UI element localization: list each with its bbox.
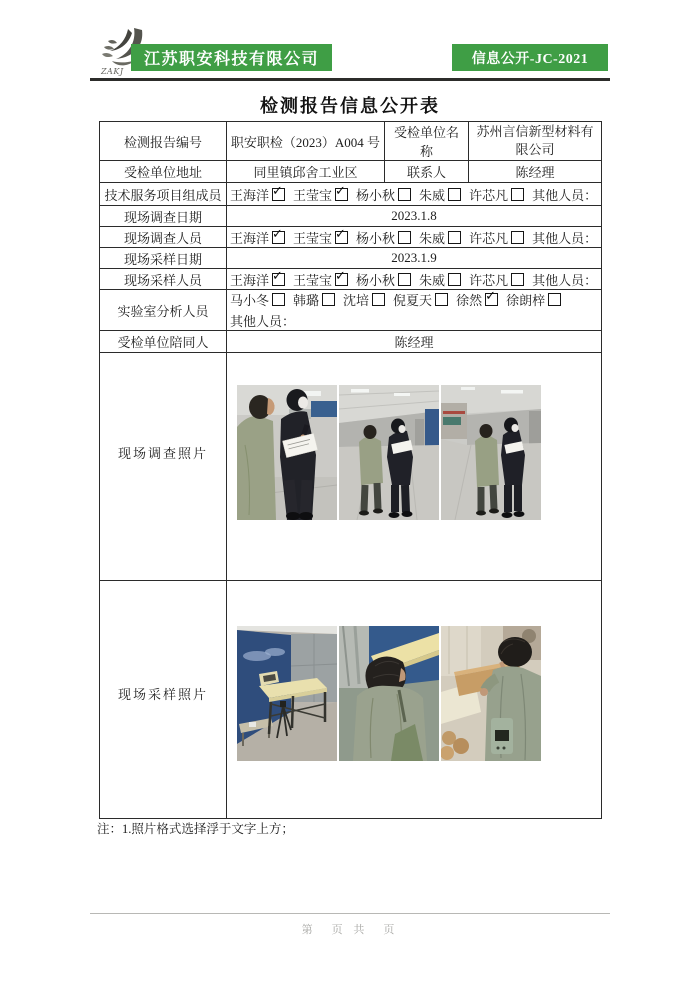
person-entry xyxy=(230,231,285,246)
person-entry xyxy=(230,273,285,288)
empty-checkbox xyxy=(372,293,385,306)
person-name: 许芯凡 xyxy=(469,230,509,246)
person-name: 杨小秋 xyxy=(356,187,396,203)
checked-checkbox xyxy=(335,188,348,201)
table-row xyxy=(100,122,602,161)
table-row xyxy=(100,269,602,290)
empty-checkbox xyxy=(511,188,524,201)
empty-checkbox xyxy=(511,231,524,244)
company-name: 江苏职安科技有限公司 xyxy=(144,51,320,68)
person-name: 许芯凡 xyxy=(469,187,509,203)
empty-checkbox xyxy=(448,231,461,244)
value-sampling-date: 2023.1.9 xyxy=(227,248,602,269)
person-entry xyxy=(419,188,461,203)
person-name: 杨小秋 xyxy=(356,230,396,246)
person-name: 杨小秋 xyxy=(356,272,396,288)
cell-lab-staff xyxy=(227,290,602,331)
table-row xyxy=(100,206,602,227)
value-report-number: 职安职检（2023）A004 号 xyxy=(227,122,385,161)
empty-checkbox xyxy=(322,293,335,306)
label-survey-staff: 现场调查人员 xyxy=(100,227,227,248)
person-entry xyxy=(456,293,498,308)
table-row xyxy=(100,248,602,269)
table-row xyxy=(100,183,602,206)
checked-checkbox xyxy=(272,273,285,286)
checked-checkbox xyxy=(272,231,285,244)
table-row xyxy=(100,227,602,248)
empty-checkbox xyxy=(548,293,561,306)
person-entry xyxy=(469,273,524,288)
note-text: 注：1.照片格式选择浮于文字上方； xyxy=(97,822,294,836)
person-entry xyxy=(293,293,335,308)
other-personnel-label: 其他人员： xyxy=(230,314,296,329)
empty-checkbox xyxy=(398,188,411,201)
logo-text: ZAKJ xyxy=(101,67,124,76)
person-entry xyxy=(356,231,411,246)
sampling-photo-2 xyxy=(339,626,439,761)
label-contact: 联系人 xyxy=(385,161,469,183)
value-unit-address: 同里镇邱舍工业区 xyxy=(227,161,385,183)
person-name: 倪夏天 xyxy=(393,293,433,308)
checked-checkbox xyxy=(335,273,348,286)
empty-checkbox xyxy=(448,273,461,286)
table-row xyxy=(100,290,602,331)
person-name: 王莹宝 xyxy=(293,187,333,203)
other-personnel-label: 其他人员： xyxy=(532,272,598,288)
label-unit-name: 受检单位名称 xyxy=(385,122,469,161)
value-contact: 陈经理 xyxy=(469,161,602,183)
person-entry xyxy=(469,231,524,246)
cell-sampling-photos xyxy=(227,581,602,819)
empty-checkbox xyxy=(435,293,448,306)
person-entry xyxy=(356,273,411,288)
cell-tech-members xyxy=(227,183,602,206)
value-unit-name: 苏州言信新型材料有限公司 xyxy=(469,122,602,161)
value-survey-date: 2023.1.8 xyxy=(227,206,602,227)
cell-survey-staff xyxy=(227,227,602,248)
sampling-photo-3 xyxy=(441,626,541,761)
label-sampling-photos: 现场采样照片 xyxy=(100,581,227,819)
other-personnel-label: 其他人员： xyxy=(532,230,598,246)
person-name: 王海洋 xyxy=(230,230,270,246)
doc-code: 信息公开-JC-2021 xyxy=(471,51,589,67)
doc-code-band xyxy=(452,44,608,71)
report-table xyxy=(99,121,602,819)
person-name: 沈培 xyxy=(343,293,370,308)
label-sampling-staff: 现场采样人员 xyxy=(100,269,227,290)
label-unit-address: 受检单位地址 xyxy=(100,161,227,183)
person-name: 韩璐 xyxy=(293,293,320,308)
company-name-band xyxy=(131,44,332,71)
empty-checkbox xyxy=(272,293,285,306)
empty-checkbox xyxy=(398,273,411,286)
sampling-photo-1 xyxy=(237,626,337,761)
person-entry xyxy=(230,293,285,308)
table-row xyxy=(100,353,602,581)
label-report-number: 检测报告编号 xyxy=(100,122,227,161)
person-name: 王海洋 xyxy=(230,187,270,203)
person-name: 朱威 xyxy=(419,272,446,288)
footer-rule xyxy=(90,913,610,914)
survey-photo-2 xyxy=(339,385,439,520)
person-name: 徐然 xyxy=(456,293,483,308)
person-entry xyxy=(356,188,411,203)
person-entry xyxy=(343,293,385,308)
page-number-footer: 第 页 共 页 xyxy=(301,924,399,936)
person-name: 王莹宝 xyxy=(293,230,333,246)
person-name: 徐朗梓 xyxy=(506,293,546,308)
label-survey-date: 现场调查日期 xyxy=(100,206,227,227)
person-entry xyxy=(293,231,348,246)
label-sampling-date: 现场采样日期 xyxy=(100,248,227,269)
label-tech-members: 技术服务项目组成员 xyxy=(100,183,227,206)
person-entry xyxy=(293,188,348,203)
survey-photo-3 xyxy=(441,385,541,520)
person-name: 王海洋 xyxy=(230,272,270,288)
person-name: 马小冬 xyxy=(230,293,270,308)
sampling-photo-strip xyxy=(237,626,598,761)
person-entry xyxy=(230,188,285,203)
label-survey-photos: 现场调查照片 xyxy=(100,353,227,581)
person-name: 王莹宝 xyxy=(293,272,333,288)
value-escort: 陈经理 xyxy=(227,331,602,353)
empty-checkbox xyxy=(511,273,524,286)
person-entry xyxy=(419,273,461,288)
person-entry xyxy=(419,231,461,246)
header-rule xyxy=(90,78,610,81)
table-row xyxy=(100,331,602,353)
person-name: 朱威 xyxy=(419,187,446,203)
table-row xyxy=(100,161,602,183)
person-entry xyxy=(469,188,524,203)
checked-checkbox xyxy=(485,293,498,306)
other-personnel-label: 其他人员： xyxy=(532,187,598,203)
person-entry xyxy=(393,293,448,308)
cell-sampling-staff xyxy=(227,269,602,290)
person-entry xyxy=(506,293,561,308)
checked-checkbox xyxy=(335,231,348,244)
label-escort: 受检单位陪同人 xyxy=(100,331,227,353)
empty-checkbox xyxy=(448,188,461,201)
person-name: 朱威 xyxy=(419,230,446,246)
cell-survey-photos xyxy=(227,353,602,581)
table-row xyxy=(100,581,602,819)
survey-photo-strip xyxy=(237,385,598,520)
checked-checkbox xyxy=(272,188,285,201)
person-entry xyxy=(293,273,348,288)
page-title: 检测报告信息公开表 xyxy=(260,96,440,116)
person-name: 许芯凡 xyxy=(469,272,509,288)
survey-photo-1 xyxy=(237,385,337,520)
empty-checkbox xyxy=(398,231,411,244)
label-lab-staff: 实验室分析人员 xyxy=(100,290,227,331)
